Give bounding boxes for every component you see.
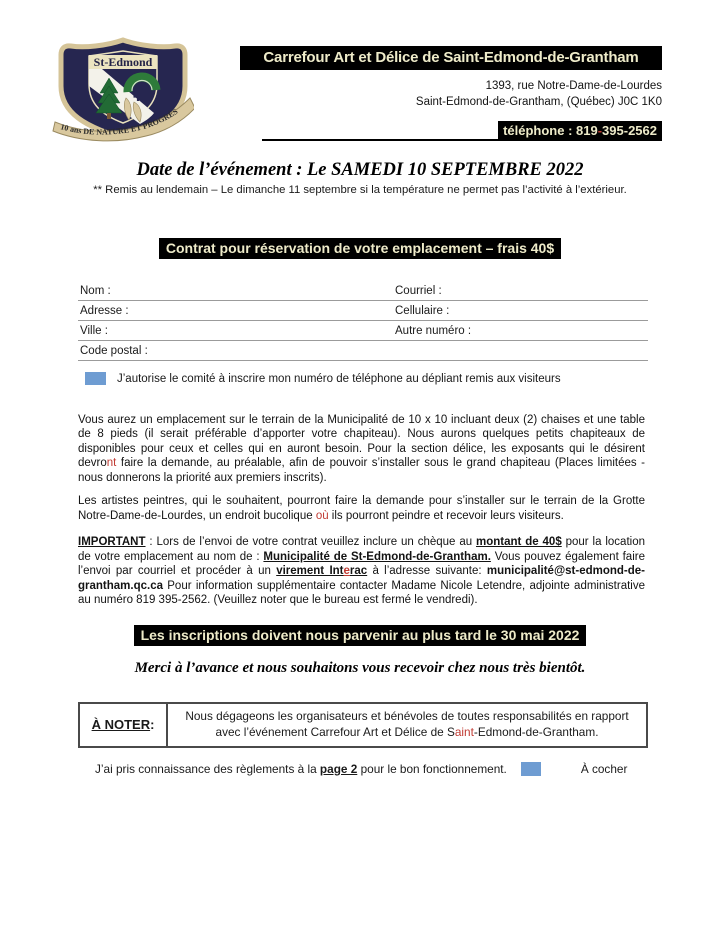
authorize-label: J’autorise le comité à inscrire mon numéro de téléphone au dépliant remis aux visiteurs bbox=[117, 372, 561, 385]
acknowledgement-text: J’ai pris connaissance des règlements à la page 2 pour le bon fonctionnement. bbox=[95, 761, 507, 776]
crest-icon bbox=[52, 36, 194, 148]
note-box-label-cell: À NOTER : bbox=[80, 704, 168, 746]
field-label-code-postal: Code postal : bbox=[80, 345, 148, 357]
form-row-adresse-cellulaire bbox=[78, 301, 648, 321]
red-word-ou: où bbox=[315, 509, 329, 522]
field-label-courriel: Courriel : bbox=[395, 285, 442, 297]
form-row-code-postal bbox=[78, 341, 648, 361]
rain-date-note: ** Remis au lendemain – Le dimanche 11 septembre si la température ne permet pas l’activité à l’extérieur. bbox=[93, 184, 627, 196]
deadline-banner: Les inscriptions doivent nous parvenir au plus tard le 30 mai 2022 bbox=[134, 625, 587, 646]
address-line-1: 1393, rue Notre-Dame-de-Lourdes bbox=[485, 79, 662, 92]
phone-rule-row bbox=[262, 121, 662, 141]
page-2-reference: page 2 bbox=[319, 761, 358, 776]
note-label: À NOTER bbox=[91, 717, 151, 733]
red-letters-aint: aint bbox=[454, 724, 474, 739]
field-label-nom: Nom : bbox=[80, 285, 111, 297]
document-title-banner: Carrefour Art et Délice de Saint-Edmond-de-Grantham bbox=[240, 46, 662, 70]
field-label-autre-numero: Autre numéro : bbox=[395, 325, 472, 337]
phone-red-dash: - bbox=[597, 122, 603, 138]
paragraph-important: IMPORTANT : Lors de l’envoi de votre contrat veuillez inclure un chèque au montant de 40$ pour la location de votre emplacement au nom de : Municipalité de St-Edmond-de-Grantham. Vous pouvez également faire l’envoi par courriel et procéder à un virement Interac à l’adresse suivante: municipalité@st-edmond-de-grantham.qc.ca Pour information supplémentaire contacter Madame Nicole Letendre, adjointe administrative au numéro 819 395-2562. (Veuillez noter que le bureau est fermé le vendredi). bbox=[78, 536, 646, 607]
interac-red-letter: e bbox=[343, 565, 350, 578]
event-date-heading: Date de l’événement : Le SAMEDI 10 SEPTEMBRE 2022 bbox=[136, 160, 584, 180]
email-address: municipalité@st-edmond-de-grantham.qc.ca bbox=[78, 565, 646, 592]
registration-form bbox=[78, 281, 648, 361]
contract-banner-wrap bbox=[0, 238, 720, 259]
paragraph-artistes: Les artistes peintres, qui le souhaitent, pourront faire la demande pour s’installer sur le terrain de la Grotte Notre-Dame-de-Lourdes, un endroit bucolique où ils pourront peindre et recevoir leurs visiteurs. bbox=[78, 495, 645, 522]
authorize-checkbox[interactable] bbox=[85, 372, 106, 385]
field-label-ville: Ville : bbox=[80, 325, 108, 337]
acknowledgement-row bbox=[95, 762, 720, 776]
acknowledgement-checkbox[interactable] bbox=[521, 762, 541, 776]
paragraph-emplacement: Vous aurez un emplacement sur le terrain de la Municipalité de 10 x 10 incluant deux (2) chaises et une table de 8 pieds (il serait préférable d’apporter votre chapiteau). Nous aurons quelques petits chapiteaux de disponibles pour ceux et celles qui en auront besoin. Pour la section délice, les exposants qui le désirent devront faire la demande, au préalable, afin de pouvoir s’installer sous le grand chapiteau (Places limitées - nous donnerons la priorité aux premiers inscrits). bbox=[78, 414, 645, 484]
address-line-2: Saint-Edmond-de-Grantham, (Québec) J0C 1K0 bbox=[415, 95, 662, 108]
phone-banner: téléphone : 819-395-2562 bbox=[498, 121, 662, 139]
address-block bbox=[240, 78, 662, 110]
field-label-cellulaire: Cellulaire : bbox=[395, 305, 450, 317]
note-box-text-cell: Nous dégageons les organisateurs et bénévoles de toutes responsabilités en rapport avec l’événement Carrefour Art et Délice de Saint-Edmond-de-Grantham. bbox=[185, 708, 629, 739]
form-row-nom-courriel bbox=[78, 281, 648, 301]
crest-ribbon-text: 10 ans DE NATURE ET PROGRÈS bbox=[59, 106, 180, 137]
header-block bbox=[240, 46, 662, 141]
thanks-line: Merci à l’avance et nous souhaitons vous recevoir chez nous très bientôt. bbox=[134, 659, 586, 676]
crest-name-text: St-Edmond bbox=[93, 55, 153, 69]
contract-banner: Contrat pour réservation de votre emplacement – frais 40$ bbox=[159, 238, 561, 259]
amount-emphasis: montant de 40$ bbox=[476, 536, 562, 549]
municipality-emphasis: Municipalité de St-Edmond-de-Grantham. bbox=[263, 550, 491, 563]
authorize-phone-row bbox=[85, 372, 720, 385]
note-box bbox=[78, 702, 648, 748]
field-label-adresse: Adresse : bbox=[80, 305, 129, 317]
document-body bbox=[0, 160, 720, 776]
important-label: IMPORTANT bbox=[78, 536, 146, 549]
interac-emphasis: virement Int bbox=[276, 565, 344, 578]
a-cocher-label: À cocher bbox=[580, 761, 628, 776]
deadline-banner-wrap bbox=[0, 625, 720, 646]
red-letters-nt: nt bbox=[106, 457, 117, 470]
municipal-crest-logo bbox=[52, 36, 194, 153]
form-row-ville-autre bbox=[78, 321, 648, 341]
